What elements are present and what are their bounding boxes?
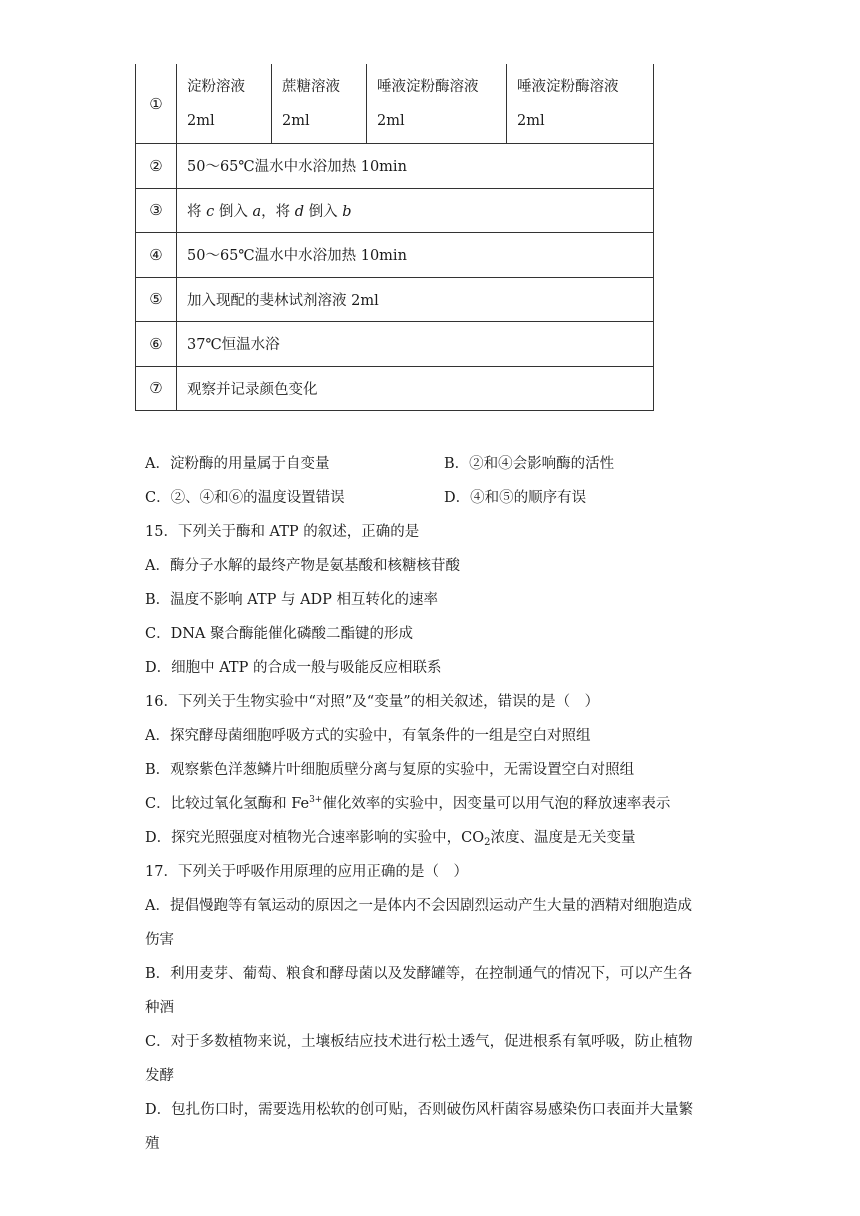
table-row: [136, 64, 654, 144]
q17-option-c-line2: 发酵: [145, 1068, 174, 1084]
q17-option-c-line1: C．对于多数植物来说，土壤板结应技术进行松土透气，促进根系有氧呼吸，防止植物: [145, 1034, 693, 1050]
experiment-steps-table: [135, 64, 654, 411]
step-number: ④: [136, 233, 177, 278]
step-text: 加入现配的斐林试剂溶液 2ml: [177, 277, 654, 322]
step-text: 50～65℃温水中水浴加热 10min: [177, 233, 654, 278]
q16-option-d: [145, 826, 635, 848]
tube-d-volume: 2ml: [517, 112, 545, 129]
table-row: [136, 188, 654, 233]
table-cell: [367, 64, 507, 144]
q17-option-a-line2: 伤害: [145, 932, 174, 948]
subscript: 2: [484, 837, 491, 848]
q17-option-b-line1: B．利用麦芽、葡萄、粮食和酵母菌以及发酵罐等，在控制通气的情况下，可以产生各: [145, 966, 693, 982]
step-number: ⑤: [136, 277, 177, 322]
table-cell: [507, 64, 654, 144]
step-number: ①: [136, 64, 177, 144]
q17-option-b-line2: 种酒: [145, 1000, 174, 1016]
step-number: ③: [136, 188, 177, 233]
q14-option-a: A．淀粉酶的用量属于自变量: [145, 456, 330, 472]
q15-option-c: C．DNA 聚合酶能催化磷酸二酯键的形成: [145, 626, 413, 642]
table-row: [136, 322, 654, 367]
q17-option-d-line2: 殖: [145, 1136, 160, 1152]
italic-var: c: [206, 203, 215, 220]
italic-var: d: [294, 203, 305, 220]
table-cell: [177, 64, 272, 144]
superscript: 3+: [309, 795, 323, 805]
text-run: 倒入: [304, 203, 343, 220]
table-cell: [272, 64, 367, 144]
q14-option-b: B．②和④会影响酶的活性: [444, 456, 615, 472]
tube-d-solution: 唾液淀粉酶溶液: [517, 78, 619, 95]
tube-b-solution: 蔗糖溶液: [282, 78, 340, 95]
table-row: [136, 144, 654, 189]
step-text: 37℃恒温水浴: [177, 322, 654, 367]
text-run: ，将: [261, 203, 295, 220]
table-row: [136, 233, 654, 278]
text-run: D．探究光照强度对植物光合速率影响的实验中，CO: [145, 830, 485, 846]
text-run: C．比较过氧化氢酶和 Fe: [145, 796, 310, 812]
q16-option-a: A．探究酵母菌细胞呼吸方式的实验中，有氧条件的一组是空白对照组: [145, 728, 591, 744]
tube-a-solution: 淀粉溶液: [187, 78, 245, 95]
q16-option-c: [145, 792, 670, 813]
tube-c-volume: 2ml: [377, 112, 405, 129]
tube-c-solution: 唾液淀粉酶溶液: [377, 78, 479, 95]
q16-option-b: B．观察紫色洋葱鳞片叶细胞质壁分离与复原的实验中，无需设置空白对照组: [145, 762, 635, 778]
italic-var: b: [342, 203, 352, 220]
step-number: ⑦: [136, 366, 177, 411]
q15-option-b: B．温度不影响 ATP 与 ADP 相互转化的速率: [145, 592, 439, 608]
step-text: 50～65℃温水中水浴加热 10min: [177, 144, 654, 189]
q15-stem: 15．下列关于酶和 ATP 的叙述，正确的是: [145, 524, 420, 540]
text-run: 将: [187, 203, 207, 220]
q17-option-a-line1: A．提倡慢跑等有氧运动的原因之一是体内不会因剧烈运动产生大量的酒精对细胞造成: [145, 898, 692, 914]
q16-stem: 16．下列关于生物实验中“对照”及“变量”的相关叙述，错误的是（ ）: [145, 694, 600, 710]
text-run: 催化效率的实验中，因变量可以用气泡的释放速率表示: [322, 796, 671, 812]
q17-stem: 17．下列关于呼吸作用原理的应用正确的是（ ）: [145, 864, 468, 880]
q17-option-d-line1: D．包扎伤口时，需要选用松软的创可贴，否则破伤风杆菌容易感染伤口表面并大量繁: [145, 1102, 694, 1118]
q14-option-c: C．②、④和⑥的温度设置错误: [145, 490, 345, 506]
q15-option-d: D．细胞中 ATP 的合成一般与吸能反应相联系: [145, 660, 442, 676]
step-text: [177, 188, 654, 233]
text-run: 浓度、温度是无关变量: [490, 830, 636, 846]
step-number: ②: [136, 144, 177, 189]
text-run: 倒入: [214, 203, 253, 220]
table-row: [136, 277, 654, 322]
tube-a-volume: 2ml: [187, 112, 215, 129]
q14-option-d: D．④和⑤的顺序有误: [444, 490, 587, 506]
step-text: 观察并记录颜色变化: [177, 366, 654, 411]
q15-option-a: A．酶分子水解的最终产物是氨基酸和核糖核苷酸: [145, 558, 460, 574]
table-row: [136, 366, 654, 411]
step-number: ⑥: [136, 322, 177, 367]
tube-b-volume: 2ml: [282, 112, 310, 129]
italic-var: a: [252, 203, 262, 220]
